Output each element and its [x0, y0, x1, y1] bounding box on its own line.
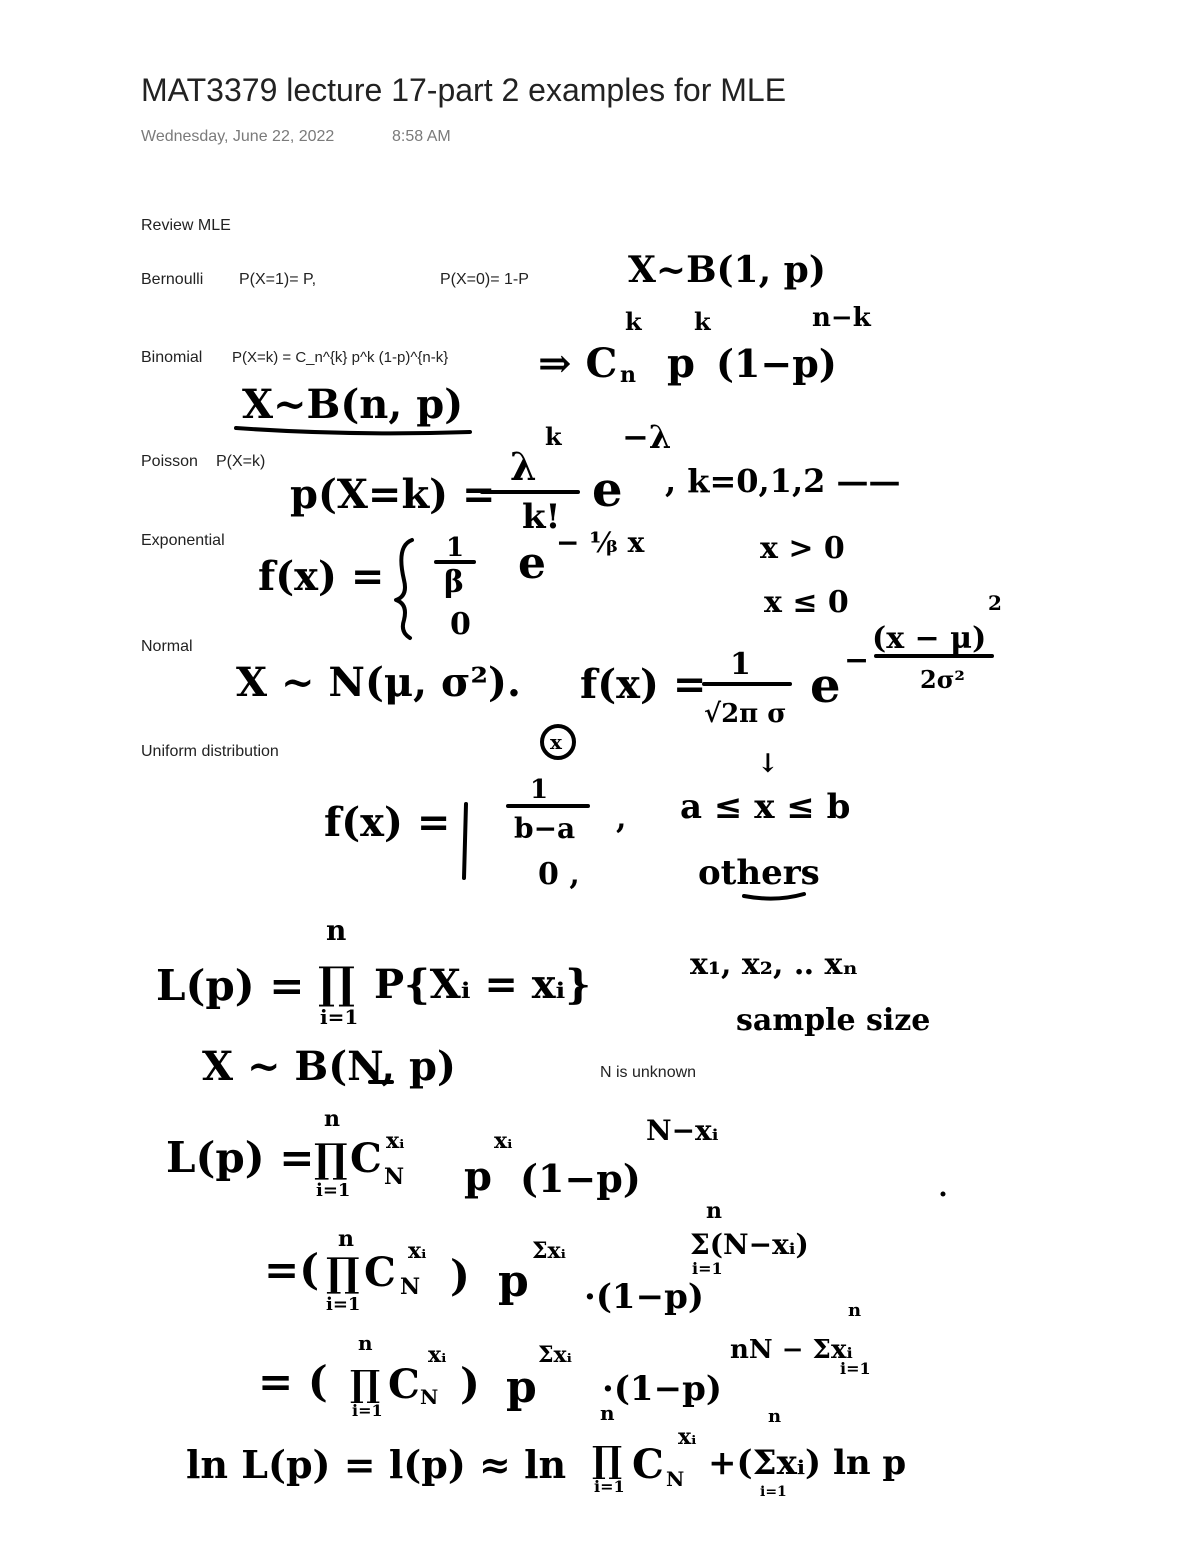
- hw-L4-pexp: Σxᵢ: [538, 1342, 572, 1368]
- hw-L5-rest: +(Σxᵢ) ln p: [708, 1443, 907, 1483]
- hw-binN-dist: X ~ B(N, p): [202, 1043, 456, 1090]
- binomial-label: Binomial: [141, 349, 203, 366]
- hw-bernoulli: X~B(1, p): [628, 249, 826, 291]
- hw-unif-comma: ,: [616, 801, 627, 836]
- hw-normal-minus: −: [844, 643, 870, 678]
- n-unknown-note: N is unknown: [600, 1064, 697, 1081]
- page-date: Wednesday, June 22, 2022: [141, 128, 335, 145]
- binomial-underline: [236, 428, 470, 433]
- hw-L4-si: i=1: [840, 1359, 871, 1378]
- hw-normal-lhs: f(x) =: [580, 661, 707, 708]
- hw-poisson-lhs: p(X=k) =: [290, 471, 496, 518]
- binomial-formula: P(X=k) = C_n^{k} p^k (1-p)^{n-k}: [232, 349, 449, 366]
- hw-unif-others: others: [698, 853, 820, 893]
- hw-normal-den: √2π σ: [704, 699, 787, 729]
- hw-L2-C: C: [350, 1135, 382, 1182]
- hw-L4-i1: i=1: [352, 1401, 383, 1420]
- hw-L3-prod: ∏: [326, 1249, 360, 1296]
- hw-exp-c2: x ≤ 0: [764, 585, 849, 620]
- hw-L3-q: ·(1−p): [584, 1277, 704, 1317]
- normal-label: Normal: [141, 638, 193, 655]
- hw-L4-qexp: nN − Σxᵢ: [730, 1335, 853, 1365]
- hw-normal-den2: 2σ²: [920, 665, 965, 694]
- hw-L5-xi: xᵢ: [678, 1424, 697, 1450]
- hw-poisson-exp: −λ: [622, 418, 672, 456]
- hw-exp-lhs: f(x) =: [258, 553, 385, 600]
- hw-exp-c1: x > 0: [760, 531, 845, 566]
- hw-unif-lhs: f(x) =: [324, 799, 451, 846]
- exp-brace: [396, 540, 412, 638]
- hw-L3-p: p: [498, 1256, 529, 1307]
- hw-unif-den: b−a: [514, 812, 576, 845]
- hw-L3-sn: n: [706, 1198, 722, 1224]
- bernoulli-p1: P(X=1)= P,: [239, 271, 317, 288]
- hw-L3-C: C: [364, 1249, 396, 1296]
- hw-L5-si: i=1: [760, 1484, 787, 1500]
- hw-L5-n: n: [600, 1401, 615, 1425]
- hw-L2-n: n: [324, 1106, 340, 1132]
- hw-L3-qexp: Σ(N−xᵢ): [690, 1228, 809, 1261]
- hw-L3-n: n: [338, 1226, 354, 1252]
- hw-exp-exp: − ¹⁄ᵦ x: [556, 526, 645, 559]
- hw-binomial-q: (1−p): [716, 341, 837, 386]
- hw-poisson-den: k!: [522, 497, 561, 537]
- hw-lik-lhs: L(p) =: [156, 961, 305, 1010]
- bernoulli-label: Bernoulli: [141, 271, 204, 288]
- hw-L4-n: n: [358, 1331, 373, 1355]
- hw-unif-range: a ≤ x ≤ b: [680, 787, 851, 827]
- hw-lik-n: n: [326, 914, 347, 947]
- hw-L5-sn: n: [768, 1406, 782, 1427]
- stray-dot: [941, 1192, 946, 1197]
- hw-normal-sq: 2: [988, 591, 1002, 615]
- hw-sample-vals: x₁, x₂, ‥ xₙ: [690, 947, 858, 982]
- hw-binomial-rhs: ⇒ C: [538, 340, 618, 387]
- hw-binomial-dist: X~B(n, p): [242, 381, 464, 428]
- hw-L5-N: N: [666, 1467, 685, 1491]
- hw-L2-p: p: [464, 1153, 492, 1200]
- poisson-label: Poisson: [141, 453, 198, 470]
- hw-normal-e: e: [810, 658, 841, 714]
- hw-normal-num: (x − μ): [872, 621, 987, 656]
- hw-L5-prod: ∏: [592, 1439, 623, 1481]
- hw-binomial-k: k: [625, 307, 642, 336]
- uniform-label: Uniform distribution: [141, 743, 279, 760]
- hw-L4-N: N: [420, 1385, 439, 1409]
- hw-exp-one: 1: [446, 533, 465, 563]
- unif-brace: [464, 804, 466, 878]
- hw-L5-lhs: ln L(p) = l(p) ≈ ln: [186, 1442, 567, 1487]
- hw-normal-one: 1: [730, 647, 751, 682]
- bernoulli-p0: P(X=0)= 1-P: [440, 271, 529, 288]
- hw-L3-pexp: Σxᵢ: [532, 1238, 566, 1264]
- hw-L4-p: p: [506, 1362, 537, 1413]
- page-time: 8:58 AM: [392, 128, 451, 145]
- hw-L2-pxi: xᵢ: [494, 1128, 513, 1154]
- hw-normal-dist: X ~ N(μ, σ²).: [236, 659, 521, 706]
- hw-binomial-p: p: [667, 340, 695, 387]
- exponential-label: Exponential: [141, 532, 225, 549]
- poisson-formula: P(X=k): [216, 453, 266, 470]
- hw-L4-eq: = (: [258, 1357, 328, 1406]
- hw-L2-lhs: L(p) =: [166, 1133, 315, 1182]
- others-underline: [744, 894, 804, 899]
- hw-L4-xi: xᵢ: [428, 1342, 447, 1368]
- hw-sample-note: sample size: [736, 1003, 931, 1038]
- hw-L3-xi: xᵢ: [408, 1238, 427, 1264]
- review-heading: Review MLE: [141, 217, 231, 234]
- hw-L2-prod: ∏: [314, 1135, 348, 1182]
- hw-L3-close: ): [450, 1251, 470, 1300]
- hw-L3-i1: i=1: [326, 1294, 361, 1315]
- hw-exp-e: e: [518, 538, 546, 589]
- hw-poisson-num: λ: [510, 444, 537, 489]
- hw-poisson-range: , k=0,1,2 ——: [665, 462, 901, 500]
- hw-L2-i1: i=1: [316, 1180, 351, 1201]
- hw-circled-x: x: [550, 730, 562, 754]
- hw-exp-zero: 0: [450, 607, 471, 642]
- hw-L4-q: ·(1−p): [602, 1369, 722, 1409]
- page-title: MAT3379 lecture 17-part 2 examples for MLE: [141, 72, 787, 108]
- hw-binomial-nk: n−k: [812, 303, 871, 333]
- hw-lik-prod: ∏: [318, 958, 356, 1009]
- hw-binomial-n: n: [620, 362, 636, 388]
- hw-L4-sn: n: [848, 1300, 862, 1321]
- hw-poisson-k: k: [545, 422, 562, 451]
- hw-L4-prod: ∏: [350, 1363, 381, 1405]
- hw-L2-xi: xᵢ: [386, 1128, 405, 1154]
- hw-L3-eq: =(: [264, 1245, 320, 1294]
- hw-L2-N: N: [384, 1164, 405, 1190]
- hw-unif-one: 1: [530, 775, 549, 805]
- hw-unif-zero: 0 ,: [538, 857, 580, 892]
- hw-L3-si: i=1: [692, 1259, 723, 1278]
- hw-L2-exp: N−xᵢ: [646, 1114, 719, 1147]
- hw-L5-i1: i=1: [594, 1477, 625, 1496]
- hw-L2-q: (1−p): [520, 1156, 641, 1201]
- hw-lik-i1: i=1: [320, 1005, 359, 1029]
- hw-L3-N: N: [400, 1274, 421, 1300]
- hw-poisson-e: e: [592, 462, 623, 518]
- hw-arrow: ↓: [757, 749, 779, 779]
- hw-binomial-pk: k: [694, 307, 711, 336]
- hw-L4-C: C: [388, 1361, 420, 1408]
- hw-lik-body: P{Xᵢ = xᵢ}: [374, 961, 591, 1008]
- hw-L4-close: ): [460, 1359, 480, 1408]
- hw-L5-C: C: [632, 1441, 664, 1488]
- hw-exp-beta: β: [444, 565, 464, 600]
